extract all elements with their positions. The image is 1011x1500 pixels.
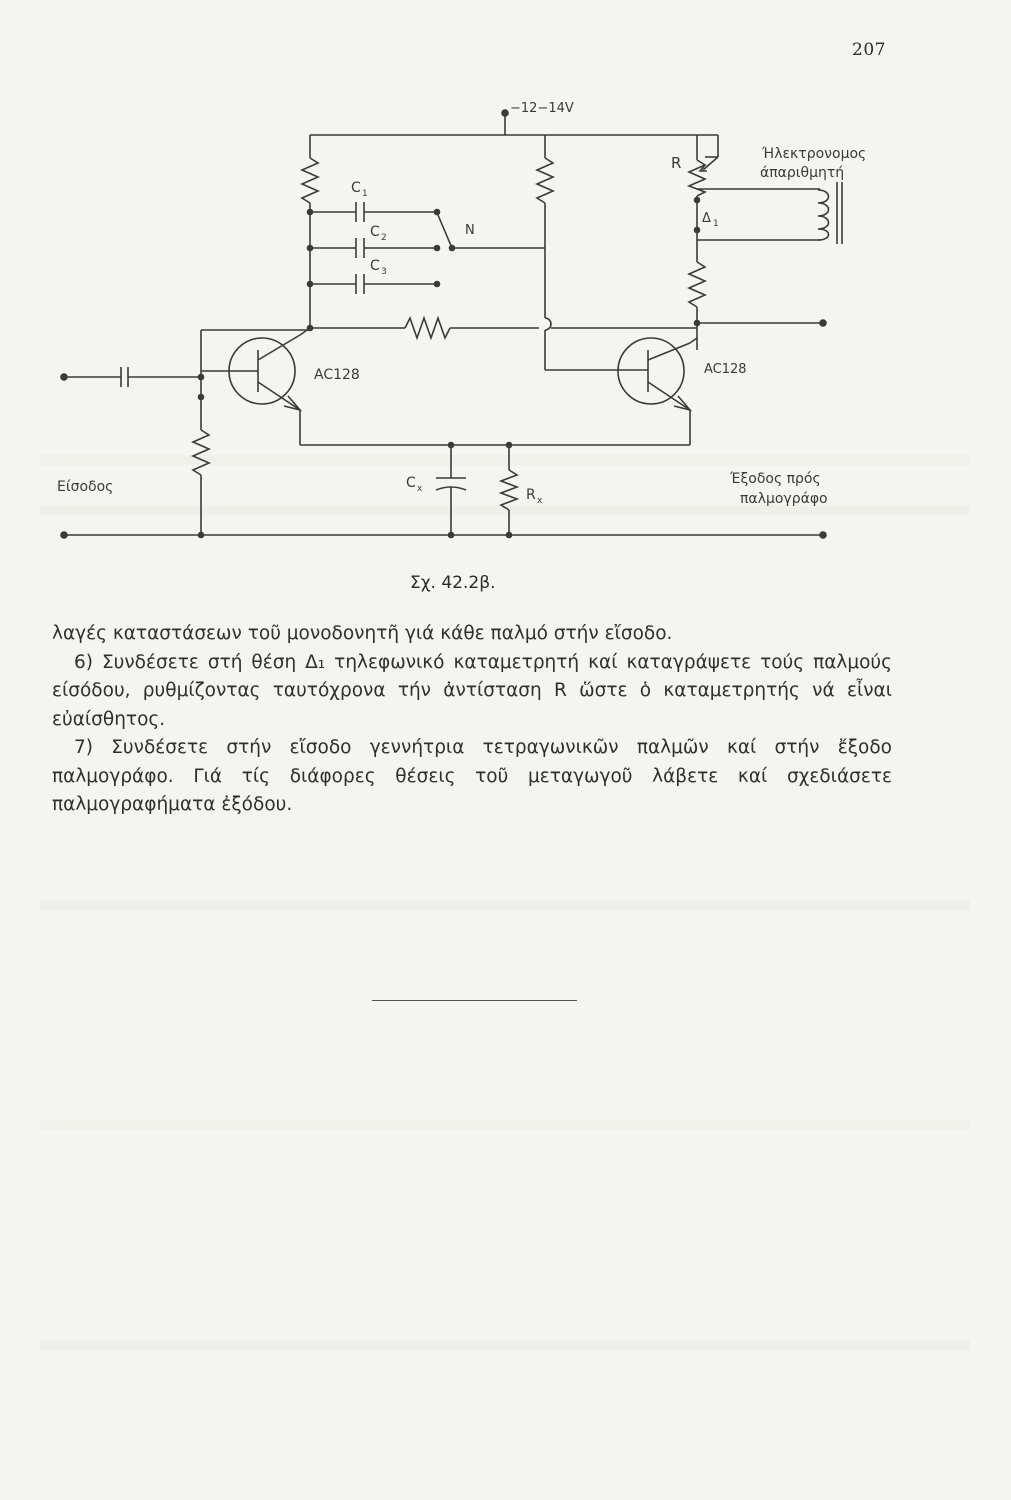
resistor-bias xyxy=(193,430,209,475)
C3-subscript: 3 xyxy=(381,267,387,277)
body-text xyxy=(52,620,892,820)
C3-label: C xyxy=(370,258,380,274)
counter-label: Ήλεκτρονομος xyxy=(762,146,867,162)
input-label: Είσοδος xyxy=(57,479,114,495)
bleed-through xyxy=(40,1340,970,1350)
resistor-left-collector xyxy=(302,158,318,203)
resistor-middle xyxy=(537,158,553,203)
resistor-coupling xyxy=(405,318,450,338)
delta-subscript: 1 xyxy=(713,219,719,229)
Cx-subscript: x xyxy=(417,484,423,494)
transistor-right-label: AC128 xyxy=(704,362,747,377)
transistor-right-symbol xyxy=(618,338,684,404)
counter-coil xyxy=(818,190,829,240)
resistor-Rx xyxy=(501,470,517,510)
N-label: N xyxy=(465,223,475,238)
paragraph: 6) Συνδέσετε στή θέση Δ₁ τηλεφωνικό καταμετρητή καί καταγράψετε τούς παλμούς είσόδου, ρυθμίζοντας ταυτόχρονα τήν ἀντίσταση R ὥστε ὁ καταμετρητής νά εἶναι εὐαίσθητος. xyxy=(52,651,892,730)
figure-caption: Σχ. 42.2β. xyxy=(410,573,496,593)
Rx-subscript: x xyxy=(537,496,543,506)
resistor-right-collector xyxy=(689,262,705,307)
C1-subscript: 1 xyxy=(362,189,368,199)
resistor-R-pot xyxy=(689,160,705,196)
output-label: παλμογράφο xyxy=(740,491,828,507)
C2-subscript: 2 xyxy=(381,233,387,243)
output-terminal-top xyxy=(820,320,826,326)
C2-label: C xyxy=(370,224,380,240)
output-terminal-bottom xyxy=(820,532,826,538)
Cx-label: C xyxy=(406,475,416,491)
transistor-left-label: AC128 xyxy=(314,367,360,383)
R-label: R xyxy=(671,154,682,172)
Rx-label: R xyxy=(526,487,536,503)
circuit-schematic xyxy=(0,0,1011,600)
bleed-through xyxy=(40,1120,970,1130)
section-rule xyxy=(372,1000,577,1001)
page-number: 207 xyxy=(852,40,886,60)
paragraph: λαγές καταστάσεων τοῦ μονοδονητῆ γιά κάθε παλμό στήν εἴσοδο. xyxy=(52,623,673,644)
switch-N xyxy=(438,215,452,248)
paragraph: 7) Συνδέσετε στήν εἴσοδο γεννήτρια τετραγωνικῶν παλμῶν καί στήν ἔξοδο παλμογράφο. Γιά τίς διάφορες θέσεις τοῦ μεταγωγοῦ λάβετε καί σχεδιάσετε παλμογραφήματα ἐξόδου. xyxy=(52,737,892,815)
counter-label: άπαριθμητή xyxy=(760,165,845,181)
output-label: Έξοδος πρός xyxy=(730,471,821,487)
bleed-through xyxy=(40,900,970,910)
C1-label: C xyxy=(351,180,361,196)
delta-label: Δ xyxy=(702,211,711,226)
supply-label: −12−14V xyxy=(510,101,574,116)
